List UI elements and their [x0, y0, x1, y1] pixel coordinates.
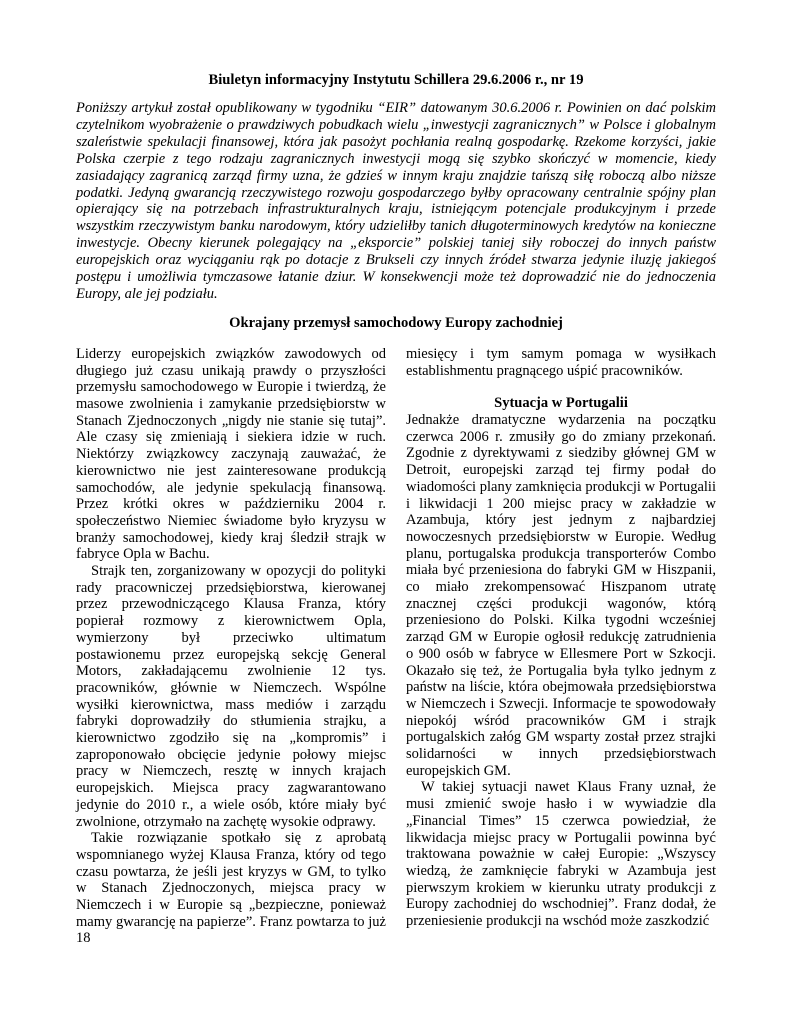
two-column-layout: [76, 346, 716, 947]
left-paragraph-1: Liderzy europejskich związków zawodowych od długiego już czasu unikają prawdy o przyszłości przemysłu samochodowego w Europie i twierdzą, że masowe zwolnienia i zamykanie przedsiębiorstw w Stanach Zjednoczonych „nigdy nie stanie się tutaj”. Ale czasy się zmieniają i siekiera idzie w ruch. Niektórzy związkowcy zaczynają zauważać, że kierownictwo nie jest zainteresowane produkcją samochodów, ale jedynie spekulacją finansową. Przez krótki okres w październiku 2004 r. społeczeństwo Niemiec świadome było kryzysu w branży samochodowej, kiedy kraj śledził strajk w fabryce Opla w Bachu.: [76, 345, 386, 563]
right-column: [406, 346, 716, 947]
section-heading: Okrajany przemysł samochodowy Europy zachodniej: [229, 314, 563, 331]
intro-paragraph: Poniższy artykuł został opublikowany w tygodniku “EIR” datowanym 30.6.2006 r. Powinien on dać polskim czytelnikom wyobrażenie o prawdziwych pobudkach wielu „inwestycji zagranicznych” w Polsce i globalnym szaleństwie spekulacji finansowej, która jak pasożyt pochłania realną gospodarkę. Rzekome korzyści, jakie Polska czerpie z tego rodzaju zagranicznych inwestycji mogą się szybko skończyć w momencie, kiedy zasiadający zagranicą zarząd firmy uzna, że gdzieś w innym kraju znajdzie tańszą siłę roboczą albo niższe podatki. Jedyną gwarancją rzeczywistego rozwoju gospodarczego byłby opracowany centralnie spójny plan opierający się na potrzebach infrastrukturalnych kraju, istniejącym potencjale produkcyjnym i przede wszystkim rzeczywistym banku narodowym, który udzieliłby tanich długoterminowych kredytów na konieczne inwestycje. Obecny kierunek polegający na „eksporcie” polskiej taniej siły roboczej do innych państw europejskich oraz wyciąganiu rąk po dotacje z Brukseli czy innych źródeł stwarza jedynie iluzję jakiegoś postępu i umożliwia tymczasowe łatanie dziur. W konsekwencji może też doprowadzić nie do jednoczenia Europy, ale jej podziału.: [76, 100, 716, 302]
left-column: [76, 346, 386, 947]
document-title: Biuletyn informacyjny Instytutu Schillera 29.6.2006 r., nr 19: [208, 72, 584, 88]
right-paragraph-1: miesięcy i tym samym pomaga w wysiłkach establishmentu pragnącego uśpić pracowników.: [406, 345, 716, 379]
left-paragraph-3: Takie rozwiązanie spotkało się z aprobatą wspomnianego wyżej Klausa Franza, który od tego czasu powtarza, że jeśli jest kryzys w GM, to tylko w Stanach Zjednoczonych, miejsca pracy w Niemczech i w Europie są „bezpieczne, ponieważ mamy gwarancję na papierze”. Franz powtarza to już 18: [76, 830, 386, 947]
subsection-heading-portugal: Sytuacja w Portugalii: [494, 395, 628, 412]
right-paragraph-3: W takiej sytuacji nawet Klaus Frany uznał, że musi zmienić swoje hasło i w wywiadzie dla „Financial Times” 15 czerwca powiedział, że likwidacja miejsc pracy w Portugalii powinna być traktowana poważnie w całej Europie: „Wszyscy wiedzą, że zamknięcie fabryki w Azambuja jest pierwszym krokiem w kierunku utraty produkcji z Europy zachodniej do wschodniej”. Franz dodał, że przeniesienie produkcji na wschód może zaszkodzić: [406, 779, 716, 930]
left-paragraph-2: Strajk ten, zorganizowany w opozycji do polityki rady pracowniczej przedsiębiorstwa, kierowanej przez przewodniczącego Klausa Franza, który popierał rozmowy z kierownictwem Opla, wymierzony był przeciwko ultimatum postawionemu przez europejską sekcję General Motors, zakładającemu zwolnienie 12 tys. pracowników, głównie w Niemczech. Wspólne wysiłki kierownictwa, mass mediów i zarządu fabryki doprowadziły do stłumienia strajku, a kierownictwo zgodziło się na „kompromis” i zaproponowało obcięcie jedynie połowy miejsc pracy w Niemczech, resztę w innych krajach europejskich. Miejsca pracy zagwarantowano jedynie do 2010 r., a wiele osób, które miały być zwolnione, otrzymało na zachętę wysokie odprawy.: [76, 563, 386, 830]
right-paragraph-2: Jednakże dramatyczne wydarzenia na początku czerwca 2006 r. zmusiły go do zmiany przekonań. Zgodnie z dyrektywami z siedziby głównej GM w Detroit, europejski zarząd tej firmy podał do wiadomości plany zamknięcia produkcji w Portugalii i likwidacji 1 200 miejsc pracy w zakładzie w Azambuja, który jest jednym z najbardziej nowoczesnych przedsiębiorstw w Europie. Według planu, portugalska produkcja transporterów Combo miała być przeniesiona do fabryki GM w Hiszpanii, co miało zrekompensować Hiszpanom utratę znacznej części produkcji wagonów, którą przeniesiono do Polski. Kilka tygodni wcześniej zarząd GM w Europie ogłosił redukcję zatrudnienia o 900 osób w fabryce w Ellesmere Port w Szkocji. Okazało się też, że Portugalia była tylko jednym z państw na liście, która obejmowała przedsiębiorstwa w Niemczech i Szwecji. Informacje te spowodowały niepokój wśród pracowników GM i strajk portugalskich załóg GM wsparty został przez strajki solidarności w innych przedsiębiorstwach europejskich GM.: [406, 411, 716, 779]
